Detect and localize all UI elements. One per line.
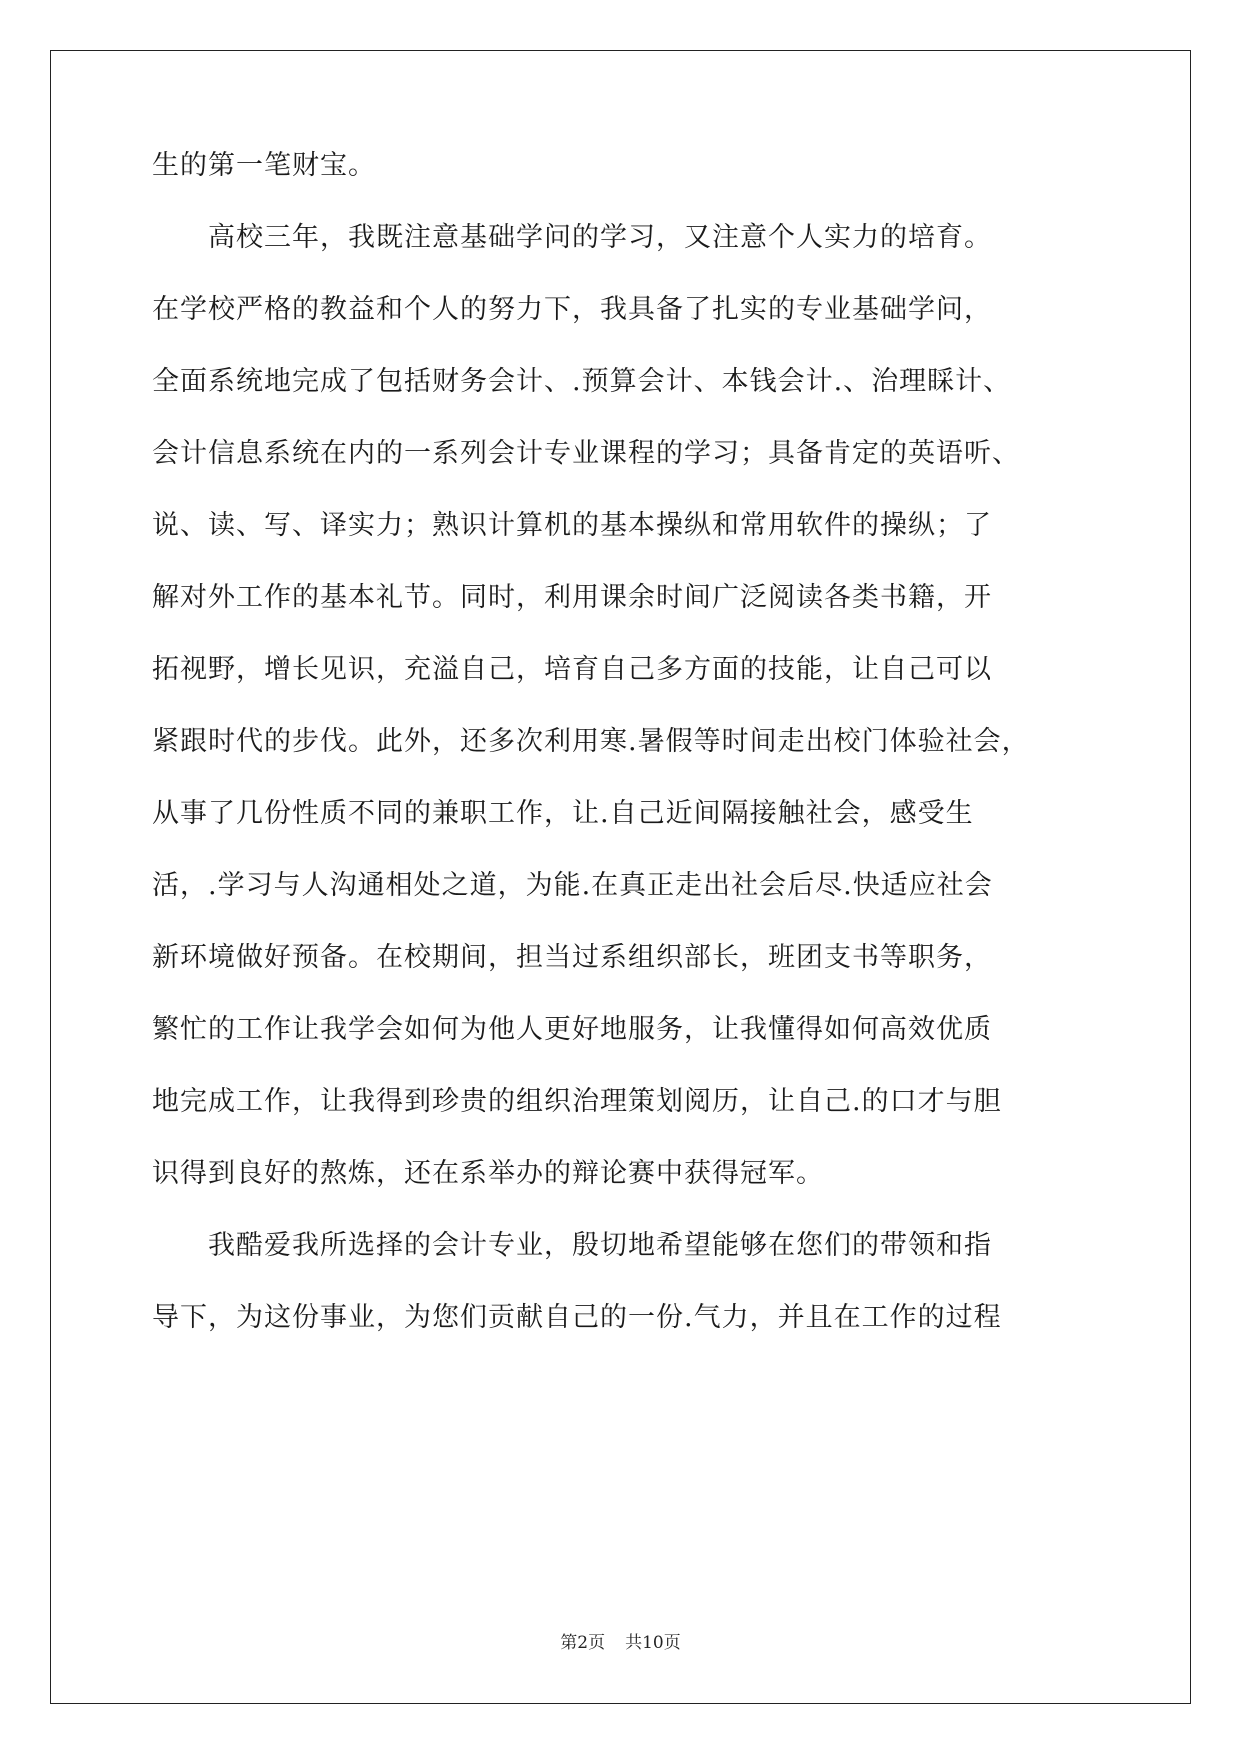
paragraph-line: 活，.学习与人沟通相处之道，为能.在真正走出社会后尽.快适应社会 — [152, 870, 993, 901]
paragraph-line: 全面系统地完成了包括财务会计、.预算会计、本钱会计.、治理睬计、 — [152, 366, 1012, 397]
paragraph-line: 繁忙的工作让我学会如何为他人更好地服务，让我懂得如何高效优质 — [152, 1014, 992, 1045]
paragraph-line: 地完成工作，让我得到珍贵的组织治理策划阅历，让自己.的口才与胆 — [152, 1086, 1002, 1117]
paragraph-line: 导下，为这份事业，为您们贡献自己的一份.气力，并且在工作的过程 — [152, 1302, 1002, 1333]
page-number: 第2页 — [560, 1633, 606, 1653]
paragraph-line: 高校三年，我既注意基础学问的学习，又注意个人实力的培育。 — [152, 222, 992, 253]
page-total: 共10页 — [625, 1633, 681, 1653]
paragraph-line: 生的第一笔财宝。 — [152, 150, 376, 181]
paragraph-line: 紧跟时代的步伐。此外，还多次利用寒.暑假等时间走出校门体验社会， — [152, 726, 1030, 757]
paragraph-line: 解对外工作的基本礼节。同时，利用课余时间广泛阅读各类书籍，开 — [152, 582, 992, 613]
paragraph-line: 我酷爱我所选择的会计专业，殷切地希望能够在您们的带领和指 — [152, 1230, 992, 1261]
paragraph-line: 识得到良好的熬炼，还在系举办的辩论赛中获得冠军。 — [152, 1158, 824, 1189]
paragraph-line: 说、读、写、译实力；熟识计算机的基本操纵和常用软件的操纵；了 — [152, 510, 992, 541]
page-footer — [0, 1631, 1241, 1655]
paragraph-line: 在学校严格的教益和个人的努力下，我具备了扎实的专业基础学问， — [152, 294, 992, 325]
paragraph-line: 会计信息系统在内的一系列会计专业课程的学习；具备肯定的英语听、 — [152, 438, 1020, 469]
paragraph-line: 从事了几份性质不同的兼职工作，让.自己近间隔接触社会，感受生 — [152, 798, 974, 829]
paragraph-line: 新环境做好预备。在校期间，担当过系组织部长，班团支书等职务， — [152, 942, 992, 973]
paragraph-line: 拓视野，增长见识，充溢自己，培育自己多方面的技能，让自己可以 — [152, 654, 992, 685]
